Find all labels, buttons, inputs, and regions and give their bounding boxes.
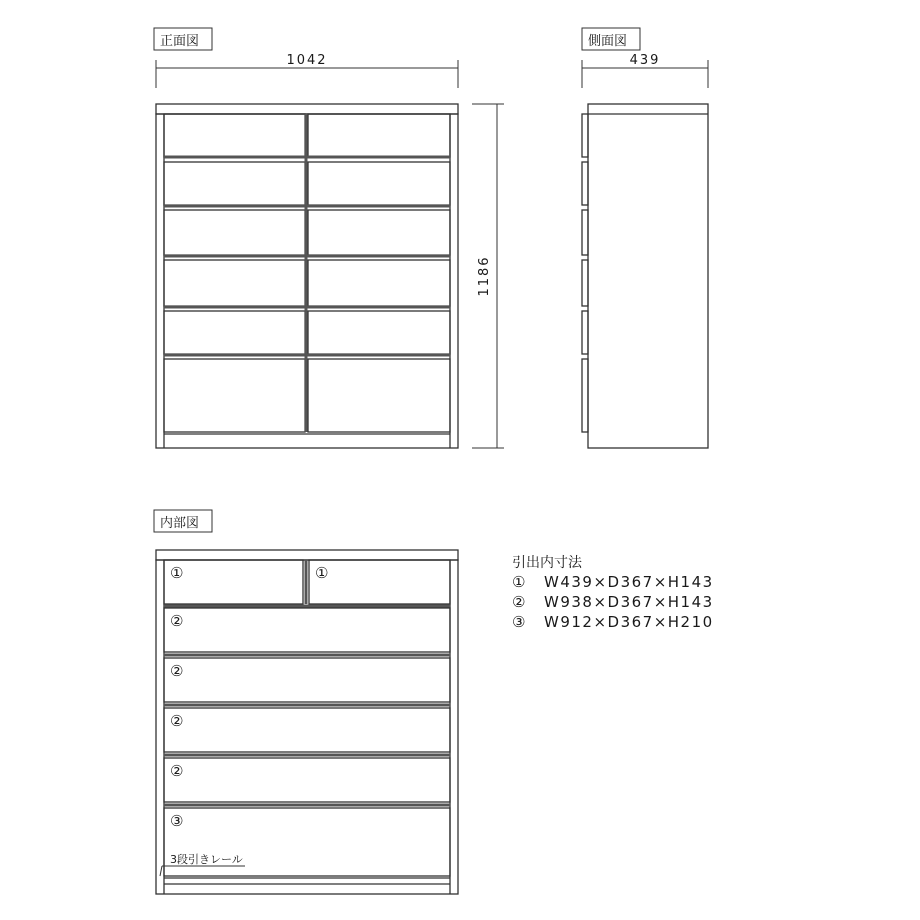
spec-value: W439×D367×H143 <box>544 573 714 591</box>
side-view-title: 側面図 <box>588 34 628 49</box>
drawer-front <box>164 260 305 306</box>
interior-view-title: 内部図 <box>160 516 200 531</box>
interior-body <box>156 560 458 894</box>
front-view-title: 正面図 <box>160 34 200 49</box>
drawer-front-large <box>164 359 305 432</box>
drawer-front <box>308 162 450 205</box>
drawer-box-2 <box>164 708 450 752</box>
height-dimension-label: 1186 <box>477 255 492 297</box>
drawer-box-1-right <box>309 560 450 604</box>
drawer-front <box>308 260 450 306</box>
drawer-front <box>308 114 450 157</box>
drawer-box-2 <box>164 658 450 702</box>
spec-marker: ② <box>512 593 527 611</box>
drawer-marker: ① <box>315 564 330 582</box>
spec-marker: ① <box>512 573 527 591</box>
drawer-front <box>164 162 305 205</box>
drawer-box-2 <box>164 758 450 802</box>
front-view <box>154 28 504 448</box>
drawer-front <box>308 210 450 255</box>
drawer-front <box>308 311 450 354</box>
drawer-marker: ② <box>170 612 185 630</box>
width-dimension-label: 1042 <box>286 53 328 68</box>
spec-value: W938×D367×H143 <box>544 593 714 611</box>
drawer-marker: ① <box>170 564 185 582</box>
spec-marker: ③ <box>512 613 527 631</box>
depth-dimension-label: 439 <box>629 53 661 68</box>
drawer-front <box>164 114 305 157</box>
spec-value: W912×D367×H210 <box>544 613 714 631</box>
drawer-box-2 <box>164 608 450 652</box>
drawer-marker: ② <box>170 762 185 780</box>
side-drawer-fronts <box>582 114 588 432</box>
front-drawers <box>164 114 450 432</box>
drawer-marker: ② <box>170 662 185 680</box>
drawer-marker: ② <box>170 712 185 730</box>
side-view <box>582 28 708 448</box>
drawer-front-large <box>308 359 450 432</box>
drawer-front <box>164 311 305 354</box>
drawer-marker: ③ <box>170 812 185 830</box>
interior-view <box>154 510 458 894</box>
interior-top-board <box>156 550 458 560</box>
drawer-specs <box>512 554 714 631</box>
drawer-front <box>164 210 305 255</box>
top-board <box>156 104 458 114</box>
side-body <box>588 104 708 448</box>
specs-heading: 引出内寸法 <box>512 555 582 571</box>
rail-note: 3段引きレール <box>170 853 243 866</box>
